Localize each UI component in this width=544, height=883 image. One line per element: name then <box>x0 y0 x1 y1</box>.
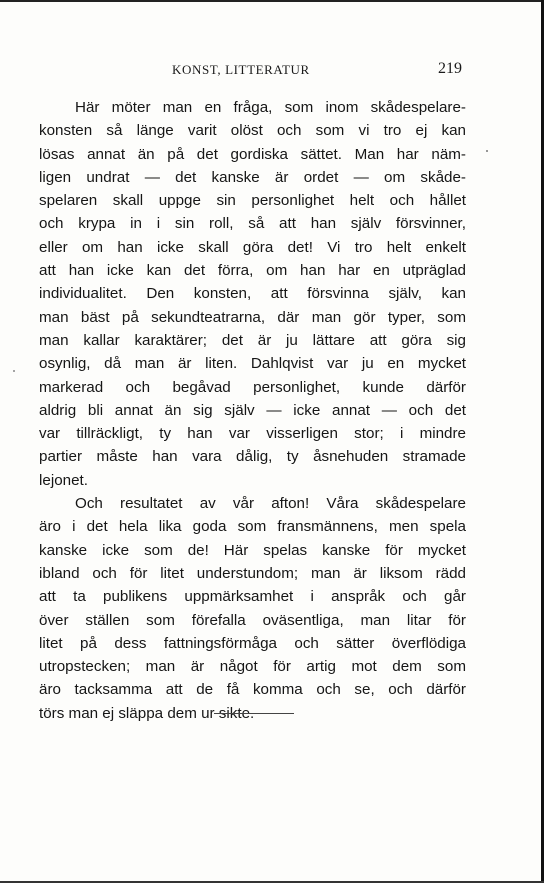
page-number: 219 <box>438 60 462 77</box>
text-line: och krypa in i sin roll, så att han själv försvinner, <box>39 215 466 233</box>
text-line: utropstecken; man är något för artig mot dem som <box>39 658 466 676</box>
section-divider <box>214 713 294 714</box>
paragraph-2 <box>39 492 466 725</box>
text-line: spelaren skall uppge sin personlighet helt och hållet <box>39 192 466 210</box>
text-line: markerad och begåvad personlighet, kunde därför <box>39 378 466 396</box>
paper-speck <box>486 150 488 152</box>
text-line: osynlig, då man är liten. Dahlqvist var ju en mycket <box>39 355 466 373</box>
body-text <box>39 96 466 725</box>
text-line: äro tacksamma att de få komma och se, och därför <box>39 681 466 699</box>
text-line: ligen undrat — det kanske är ordet — om skåde- <box>39 168 466 186</box>
text-line: ibland och för litet understundom; man är liksom rädd <box>39 564 466 582</box>
paragraph-1 <box>39 96 466 492</box>
text-line: Och resultatet av vår afton! Våra skådespelare <box>75 495 466 513</box>
text-line: att han icke kan det förra, om han har en utpräglad <box>39 262 466 280</box>
text-line: man kallar karaktärer; det är ju lättare att göra sig <box>39 331 466 349</box>
text-line: att ta publikens uppmärksamhet i anspråk och går <box>39 588 466 606</box>
running-head <box>38 62 462 80</box>
text-line: eller om han icke skall göra det! Vi tro helt enkelt <box>39 238 466 256</box>
text-line: man bäst på sekundteatrarna, där man gör typer, som <box>39 308 466 326</box>
running-head-title: KONST, LITTERATUR <box>172 62 310 77</box>
page-top-edge <box>0 0 544 6</box>
text-line: över ställen som förefalla oväsentliga, man litar för <box>39 611 466 629</box>
text-line: litet på dess fattningsförmåga och sätter överflödiga <box>39 634 466 652</box>
text-line: aldrig bli annat än sig själv — icke annat — och det <box>39 401 466 419</box>
text-line: kanske icke som de! Här spelas kanske för mycket <box>39 541 466 559</box>
text-line: lösas annat än på det gordiska sättet. Man har näm- <box>39 145 466 163</box>
paper-speck <box>13 370 15 372</box>
text-line: var tillräckligt, ty han var visserligen stor; i mindre <box>39 425 466 443</box>
text-line: individualitet. Den konsten, att försvinna själv, kan <box>39 285 466 303</box>
text-line: äro i det hela lika goda som fransmännens, men spela <box>39 518 466 536</box>
text-line: konsten så länge varit olöst och som vi tro ej kan <box>39 122 466 140</box>
text-line: partier måste han vara dålig, ty åsnehuden stramade <box>39 448 466 466</box>
text-line: lejonet. <box>39 471 88 489</box>
page-bottom-edge <box>0 879 544 883</box>
text-line: Här möter man en fråga, som inom skådespelare- <box>75 99 466 116</box>
text-line: törs man ej släppa dem ur sikte. <box>39 704 255 722</box>
